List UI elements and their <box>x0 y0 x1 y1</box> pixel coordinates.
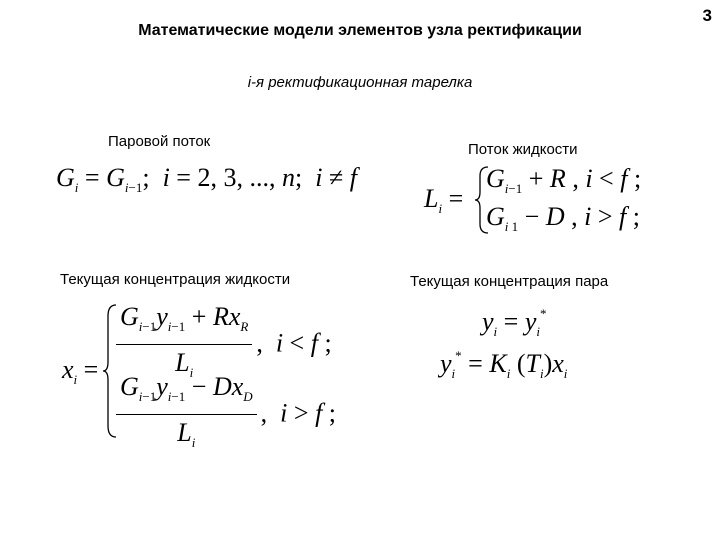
slide-title: Математические модели элементов узла ректификации <box>138 22 582 39</box>
vapor-concentration-label: Текущая концентрация пара <box>410 273 609 290</box>
vapor-flow-equation: $G_i = G_{i-1}$; i = 2, 3, ..., n; i ≠ f <box>56 163 357 195</box>
liquid-concentration-label: Текущая концентрация жидкости <box>60 271 291 288</box>
slide-subtitle: i-я ректификационная тарелка <box>247 74 473 91</box>
liquid-flow-label: Поток жидкости <box>468 141 578 158</box>
page-number: 3 <box>702 6 712 25</box>
equilibrium-constant-equation: $y_i^* = K_i$ $(T_i)x_i$ <box>440 348 568 381</box>
vapor-flow-label: Паровой поток <box>108 133 211 150</box>
vapor-equilibrium-equation: $y_i = y_i^*$ <box>482 306 547 339</box>
liquid-concentration-equation: $x_i$ = $\frac{G_{i-1}y_{i-1} + Rx_R}{L_i}$ , i < f ; $\frac{G_{i-1}y_{i-1} - Dx_D}{L_i}$ , i > f ; <box>62 302 337 450</box>
